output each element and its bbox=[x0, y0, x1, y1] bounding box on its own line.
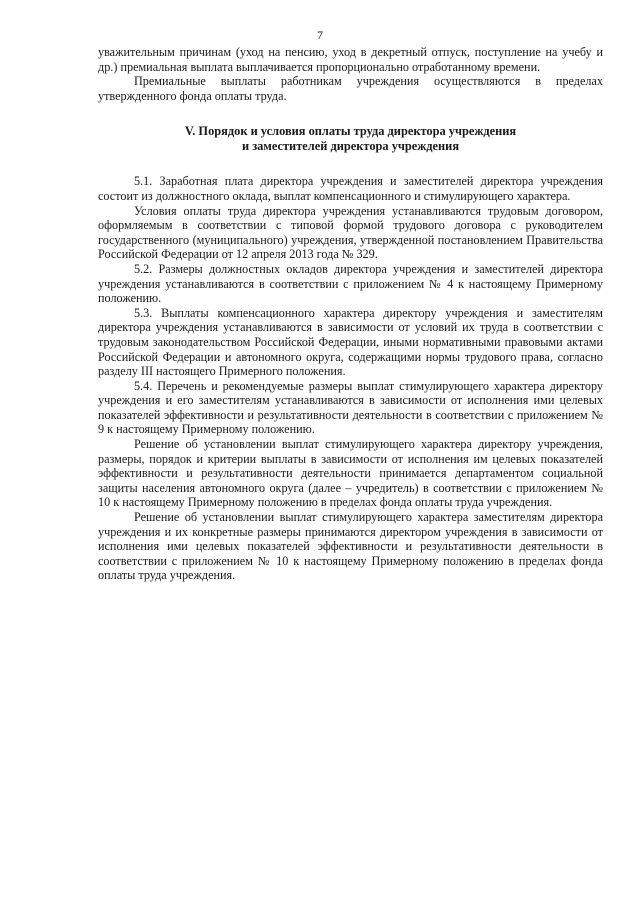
paragraph-5-1-conditions: Условия оплаты труда директора учреждения устанавливаются трудовым договором, оформляемым в соответствии с типовой формой трудового договора с руководителем государственного (муниципального) учреждения, утвержденной постановлением Правительства Российской Федерации от 12 апреля 2013 года № 329. bbox=[98, 203, 603, 262]
paragraph-5-2: 5.2. Размеры должностных окладов директора учреждения и заместителей директора учреждения устанавливаются в соответствии с приложением № 4 к настоящему Примерному положению. bbox=[98, 261, 603, 306]
paragraph-5-4-deputies-decision: Решение об установлении выплат стимулирующего характера заместителям директора учреждения и их конкретные размеры принимаются директором учреждения в зависимости от исполнения ими целевых показателей эффективности и результативности деятельности в соответствии с приложением № 10 к настоящему Примерному положению в пределах фонда оплаты труда учреждения. bbox=[98, 510, 603, 583]
paragraph-5-4-director-decision: Решение об установлении выплат стимулирующего характера директору учреждения, размеры, порядок и критерии выплаты в зависимости от исполнения им целевых показателей эффективности и результативности деятельности принимается департаментом социальной защиты населения автономного округа (далее – учредитель) в соответствии с приложением № 10 к настоящему Примерному положению в пределах фонда оплаты труда учреждения. bbox=[98, 437, 603, 510]
section-heading bbox=[98, 124, 603, 154]
paragraph-5-1: 5.1. Заработная плата директора учреждения и заместителей директора учреждения состоит из должностного оклада, выплат компенсационного и стимулирующего характера. bbox=[98, 174, 603, 203]
document-body bbox=[98, 45, 603, 583]
section-title-line-1: V. Порядок и условия оплаты труда директора учреждения bbox=[184, 124, 517, 139]
paragraph-5-3: 5.3. Выплаты компенсационного характера директору учреждения и заместителям директора учреждения устанавливаются в зависимости от условий их труда в соответствии с трудовым законодательством Российской Федерации, иными нормативными правовыми актами Российской Федерации и автономного округа, содержащими нормы трудового права, согласно разделу III настоящего Примерного положения. bbox=[98, 305, 603, 379]
continuation-paragraph: уважительным причинам (уход на пенсию, уход в декретный отпуск, поступление на учебу и др.) премиальная выплата выплачивается пропорционально отработанному времени. bbox=[98, 45, 603, 74]
page-number: 7 bbox=[317, 28, 323, 42]
paragraph-5-4: 5.4. Перечень и рекомендуемые размеры выплат стимулирующего характера директору учреждения и его заместителям устанавливаются в зависимости от исполнения ими целевых показателей эффективности и результативности деятельности в соответствии с приложением № 9 к настоящему Примерному положению. bbox=[98, 378, 603, 437]
section-title-line-2: и заместителей директора учреждения bbox=[241, 139, 460, 154]
premium-funds-paragraph: Премиальные выплаты работникам учреждения осуществляются в пределах утвержденного фонда оплаты труда. bbox=[98, 74, 603, 103]
